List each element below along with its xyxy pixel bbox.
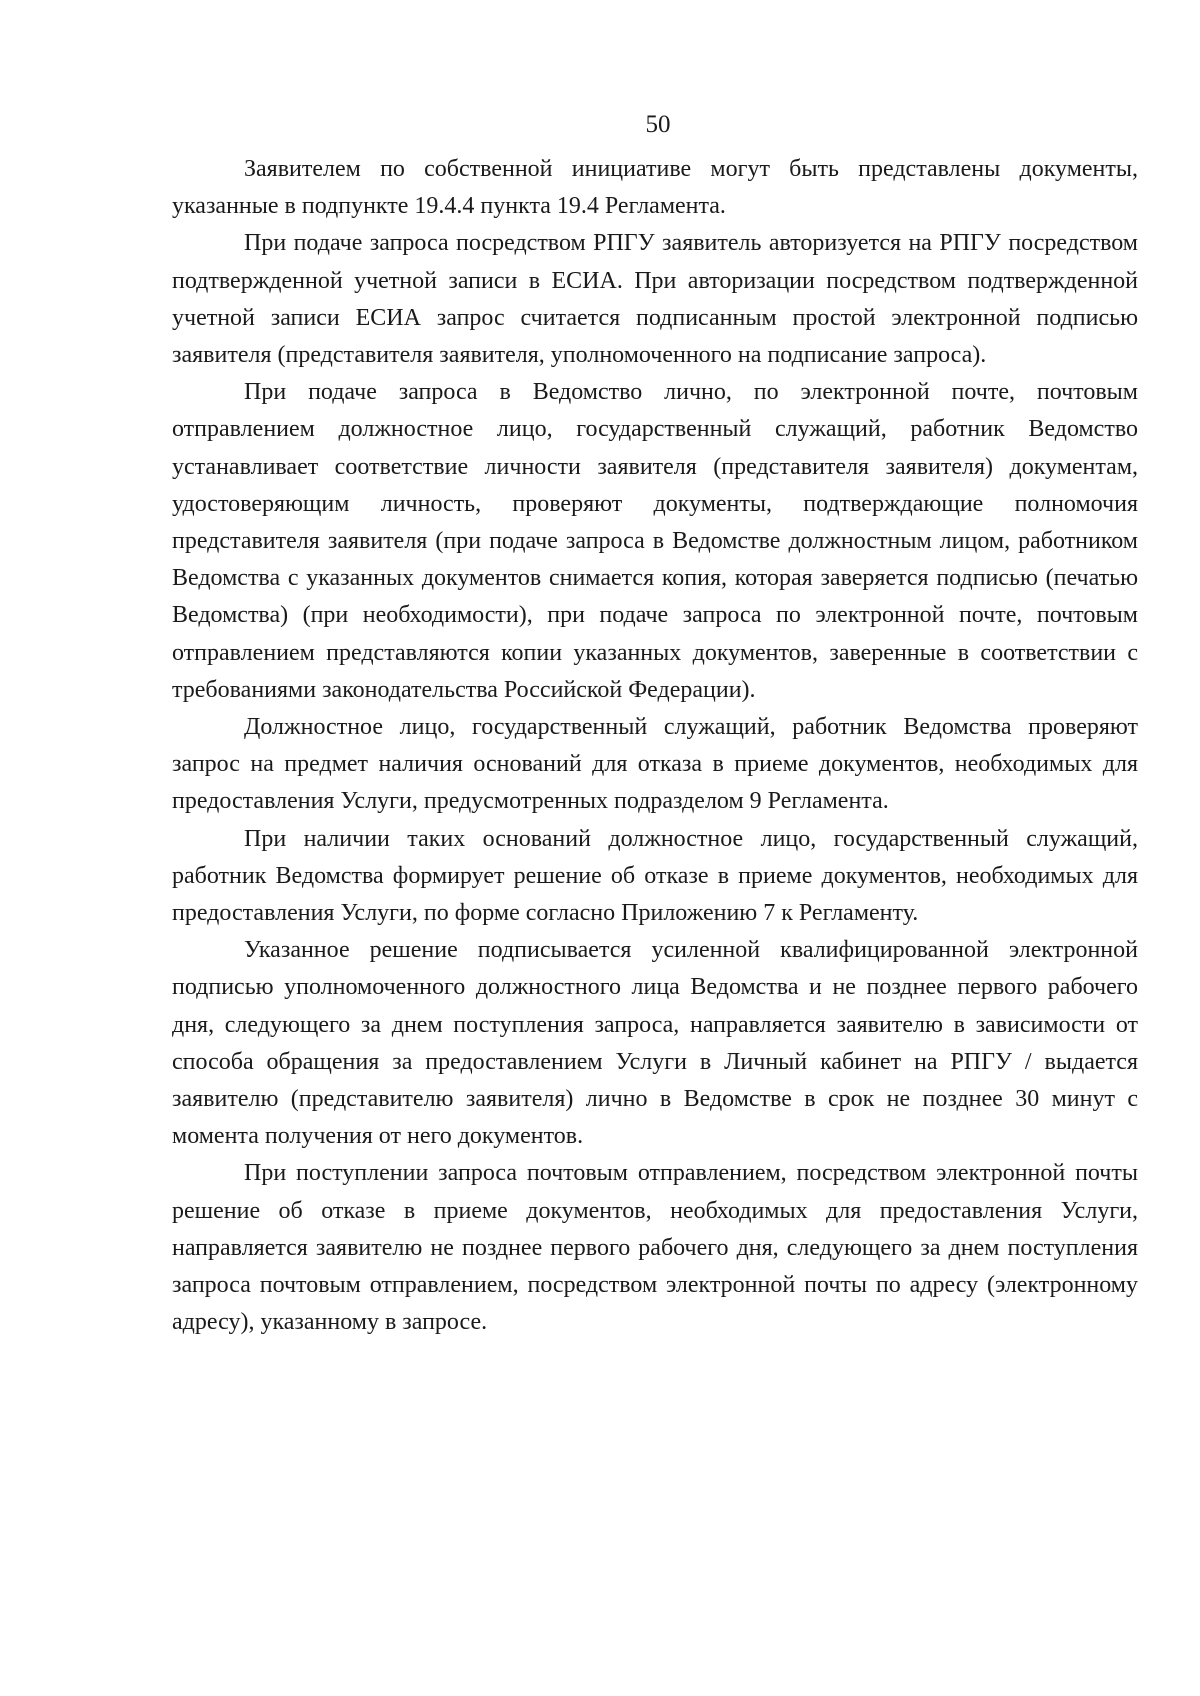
paragraph-7: При поступлении запроса почтовым отправлением, посредством электронной почты решение об отказе в приеме документов, необходимых для предоставления Услуги, направляется заявителю не позднее первого рабочего дня, следующего за днем поступления запроса почтовым отправлением, посредством электронной почты по адресу (электронному адресу), указанному в запросе. [172,1160,1138,1336]
paragraph-3: При подаче запроса в Ведомство лично, по электронной почте, почтовым отправлением должностное лицо, государственный служащий, работник Ведомство устанавливает соответствие личности заявителя (представителя заявителя) документам, удостоверяющим личность, проверяют документы, подтверждающие полномочия представителя заявителя (при подаче запроса в Ведомстве должностным лицом, работником Ведомства с указанных документов снимается копия, которая заверяется подписью (печатью Ведомства) (при необходимости), при подаче запроса по электронной почте, почтовым отправлением представляются копии указанных документов, заверенные в соответствии с требованиями законодательства Российской Федерации). [172,379,1138,703]
paragraph-1: Заявителем по собственной инициативе могут быть представлены документы, указанные в подпункте 19.4.4 пункта 19.4 Регламента. [172,156,1138,220]
paragraph-5: При наличии таких оснований должностное лицо, государственный служащий, работник Ведомства формирует решение об отказе в приеме документов, необходимых для предоставления Услуги, по форме согласно Приложению 7 к Регламенту. [172,825,1138,927]
page-number: 50 [645,111,671,138]
paragraph-6: Указанное решение подписывается усиленной квалифицированной электронной подписью уполномоченного должностного лица Ведомства и не позднее первого рабочего дня, следующего за днем поступления запроса, направляется заявителю в зависимости от способа обращения за предоставлением Услуги в Личный кабинет на РПГУ / выдается заявителю (представителю заявителя) лично в Ведомстве в срок не позднее 30 минут с момента получения от него документов. [172,937,1138,1150]
document-body [172,151,1138,1342]
paragraph-4: Должностное лицо, государственный служащий, работник Ведомства проверяют запрос на предмет наличия оснований для отказа в приеме документов, необходимых для предоставления Услуги, предусмотренных подразделом 9 Регламента. [172,714,1138,815]
paragraph-2: При подаче запроса посредством РПГУ заявитель авторизуется на РПГУ посредством подтвержденной учетной записи в ЕСИА. При авторизации посредством подтвержденной учетной записи ЕСИА запрос считается подписанным простой электронной подписью заявителя (представителя заявителя, уполномоченного на подписание запроса). [172,230,1138,369]
